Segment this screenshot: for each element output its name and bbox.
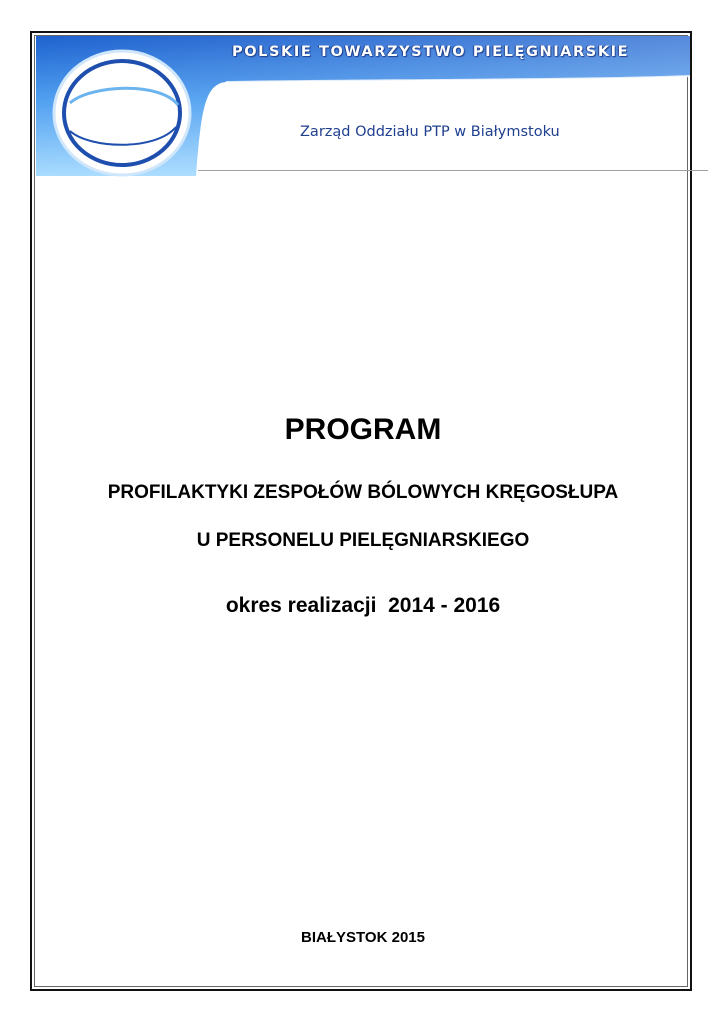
place-and-year: BIAŁYSTOK 2015 bbox=[301, 929, 425, 946]
realization-period: okres realizacji 2014 - 2016 bbox=[225, 594, 501, 617]
ptp-logo-icon bbox=[50, 45, 200, 180]
header-divider bbox=[198, 170, 708, 171]
program-title: PROGRAM bbox=[284, 413, 442, 446]
program-subtitle-line-1: PROFILAKTYKI ZESPOŁÓW BÓLOWYCH KRĘGOSŁUPA bbox=[107, 482, 619, 503]
program-subtitle-line-2: U PERSONELU PIELĘGNIARSKIEGO bbox=[196, 530, 530, 551]
branch-name: Zarząd Oddziału PTP w Białymstoku bbox=[300, 124, 560, 140]
organization-name: POLSKIE TOWARZYSTWO PIELĘGNIARSKIE bbox=[232, 44, 630, 60]
